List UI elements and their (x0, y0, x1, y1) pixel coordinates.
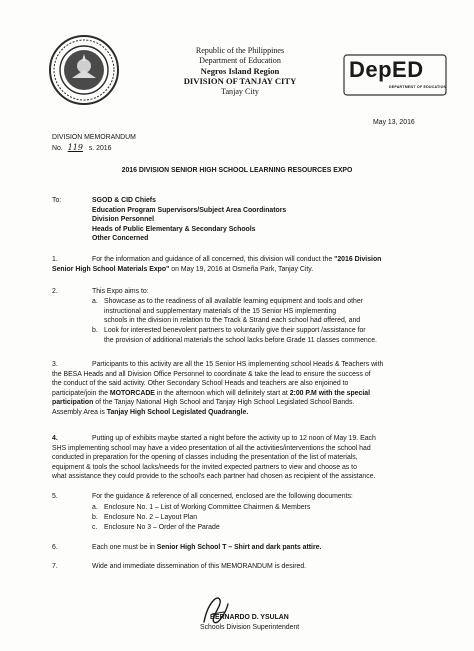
memo-number (52, 143, 111, 154)
p2-b-line: the provision of additional materials the school lacks before Grade 11 classes commence. (104, 336, 377, 344)
p2-number: 2. (52, 288, 58, 295)
p3-number: 3. (52, 361, 58, 368)
p3-participation: participation (52, 399, 94, 406)
header-region: Negros Island Region (200, 66, 280, 76)
recipient-item: Education Program Supervisors/Subject Area Coordinators (92, 206, 287, 214)
recipient-item: Division Personnel (92, 216, 155, 224)
p3-line-5 (52, 398, 354, 408)
enclosure-label: a. (92, 504, 98, 511)
memo-label: DIVISION MEMORANDUM (52, 134, 136, 141)
memo-no-label: No. (52, 145, 63, 152)
p3-line-1: Participants to this activity are all the 15 Senior HS implementing school Heads & Teachers with (92, 361, 384, 368)
p3-line-2: the BESA Heads and all Division Office Personnel to coordinate & take the lead to ensure the success of (52, 371, 371, 378)
memo-date: May 13, 2016 (373, 119, 415, 126)
p6-text (92, 543, 321, 553)
p3-text: participate/join the (52, 390, 110, 397)
recipient-item: SGOD & CID Chiefs (92, 197, 156, 204)
recipient-item: Other Concerned (92, 235, 149, 243)
p3-text: in the afternoon which will definitely start at (154, 390, 290, 397)
deped-logo-text: DepED (349, 57, 424, 82)
p4-line: SHS implementing school may have a video presentation of all the activities/interventions the school had (52, 445, 371, 452)
p7-number: 7. (52, 563, 58, 570)
enclosure-item: Enclosure No. 2 – Layout Plan (104, 514, 198, 521)
header-department: Department of Education (199, 56, 281, 65)
p1-line-2 (52, 265, 313, 275)
p4-line: conducted in preparation for the opening of classes including the presentation of the list of materials, (52, 454, 358, 461)
p3-assembly-area: Tanjay High School Legislated Quadrangle. (106, 409, 249, 416)
deped-logo (343, 51, 447, 97)
p4-line: equipment & tools the school lacks/needs for the invited expected partners to view and choose as to (52, 464, 357, 471)
p2-b-line: Look for interested benevolent partners to voluntarily give their support /assistance for (104, 327, 366, 334)
signatory-title: Schools Division Superintendent (200, 624, 300, 631)
p1-line-1 (92, 255, 381, 265)
header-division: DIVISION OF TANJAY CITY (183, 76, 297, 86)
p2-b-label: b. (92, 327, 98, 334)
p5-intro: For the guidance & reference of all concerned, enclosed are the following documents: (92, 493, 353, 500)
p3-text: Assembly Area is (52, 409, 107, 416)
p4-number: 4. (52, 435, 58, 442)
p2-a-label: a. (92, 298, 98, 305)
p3-motorcade: MOTORCADE (109, 390, 155, 397)
p1-bold: "2016 Division (334, 256, 382, 263)
p1-text: For the information and guidance of all concerned, this division will conduct the (92, 256, 335, 263)
header-republic: Republic of the Philippines (195, 46, 285, 55)
deped-seal-logo (48, 34, 120, 106)
to-label: To: (52, 197, 62, 204)
recipient-list (92, 196, 286, 244)
p7-text: Wide and immediate dissemination of this MEMORANDUM is desired. (92, 563, 307, 570)
enclosure-label: b. (92, 514, 98, 521)
deped-logo-subtext: DEPARTMENT OF EDUCATION (389, 85, 447, 89)
p3-line-6 (52, 408, 248, 418)
enclosure-label: c. (92, 524, 98, 531)
p4-line: what assistance they could provide to the school's each partner had chosen as recipient of the assistance. (52, 473, 376, 480)
enclosure-item: Enclosure No 3 – Order of the Parade (104, 524, 220, 531)
p6-plain: Each one must be in (92, 544, 157, 551)
p2-a-line: schools in the division in relation to the Track & Strand each school had offered, and (104, 317, 361, 325)
p2-a-line: Showcase as to the readiness of all available learning equipment and tools and other (104, 298, 363, 305)
p6-number: 6. (52, 544, 58, 551)
p2-intro: This Expo aims to: (92, 288, 149, 295)
header-city: Tanjay City (221, 87, 259, 96)
p1-expo-name: Senior High School Materials Expo" (52, 266, 170, 273)
p3-text: of the Tanjay National High School and Tanjay High School Legislated School Bands. (93, 399, 355, 406)
p2-item-a (104, 297, 363, 326)
p3-line-3: the conduct of the said activity. Other Secondary School Heads and teachers are also enjoined to (52, 380, 349, 387)
p2-item-b (104, 326, 377, 345)
p6-attire: Senior High School T – Shirt and dark pants attire. (156, 544, 322, 551)
enclosure-item: Enclosure No. 1 – List of Working Committee Chairmen & Members (104, 504, 311, 511)
signatory-name: BERNARDO D. YSULAN (210, 614, 289, 621)
p1-text-2: on May 19, 2016 at Osmeña Park, Tanjay City. (169, 266, 314, 273)
memo-no-value: 119 (67, 143, 83, 152)
p3-time: 2:00 P.M with the special (289, 390, 371, 397)
memo-series: s. 2016 (88, 145, 112, 152)
p4-line: Putting up of exhibits maybe started a night before the activity up to 12 noon of May 19. Each (92, 435, 376, 442)
p2-a-line: instructional and supplementary materials of the 15 Senior HS implementing (104, 307, 337, 315)
p1-number: 1. (52, 256, 58, 263)
recipient-item: Heads of Public Elementary & Secondary Schools (92, 225, 256, 233)
memo-title: 2016 DIVISION SENIOR HIGH SCHOOL LEARNING RESOURCES EXPO (121, 167, 353, 174)
p5-number: 5. (52, 493, 58, 500)
